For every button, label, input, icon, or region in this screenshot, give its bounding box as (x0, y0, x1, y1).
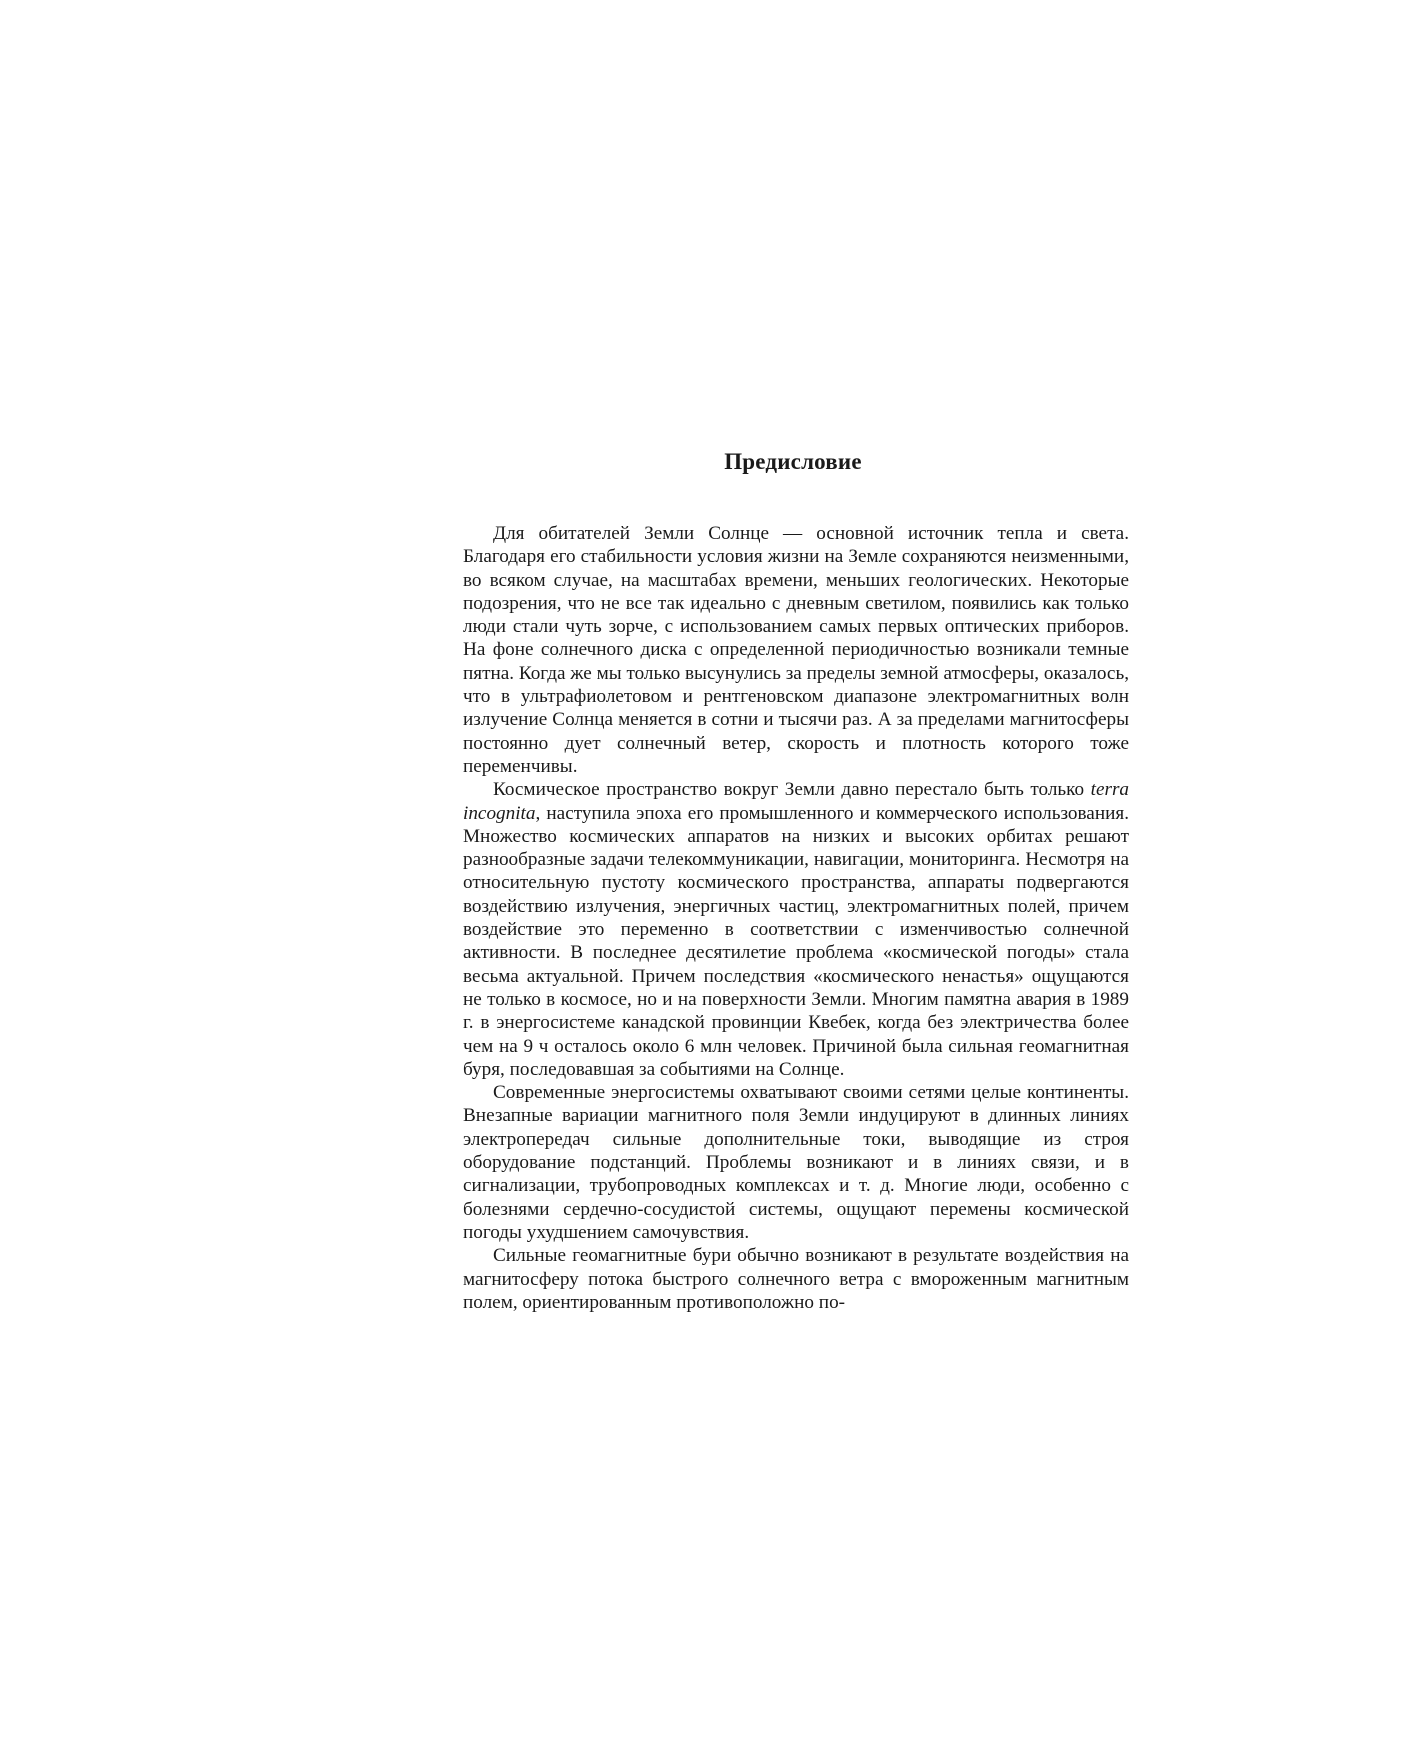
paragraph-2-italic-term: terra incognita (463, 779, 1129, 824)
paragraph-3-text: Современные энергосистемы охватывают своими сетями целые континенты. Внезапные вариации магнитного поля Земли индуцируют в длинных линиях электропередач сильные дополнительные токи, выводящие из строя оборудование подстанций. Проблемы возникают и в линиях связи, и в сигнализации, трубопроводных комплексах и т. д. Многие люди, особенно с болезнями сердечно-сосудистой системы, ощущают перемены космической погоды ухудшением самочувствия. (463, 1082, 1129, 1243)
paragraph-2-text-start: Космическое пространство вокруг Земли давно перестало быть только (493, 779, 1091, 801)
paragraph-1-text: Для обитателей Земли Солнце — основной источник тепла и света. Благодаря его стабильности условия жизни на Земле сохраняются неизменными, во всяком случае, на масштабах времени, меньших геологических. Некоторые подозрения, что не все так идеально с дневным светилом, появились как только люди стали чуть зорче, с использованием самых первых оптических приборов. На фоне солнечного диска с определенной периодичностью возникали темные пятна. Когда же мы только высунулись за пределы земной атмосферы, оказалось, что в ультрафиолетовом и рентгеновском диапазоне электромагнитных волн излучение Солнца меняется в сотни и тысячи раз. А за пределами магнитосферы постоянно дует солнечный ветер, скорость и плотность которого тоже переменчивы. (463, 523, 1129, 777)
paragraph-1 (463, 522, 1129, 778)
paragraph-2-text-end: , наступила эпоха его промышленного и коммерческого использования. Множество космических аппаратов на низких и высоких орбитах решают разнообразные задачи телекоммуникации, навигации, мониторинга. Несмотря на относительную пустоту космического пространства, аппараты подвергаются воздействию излучения, энергичных частиц, электромагнитных полей, причем воздействие это переменно в соответствии с изменчивостью солнечной активности. В последнее десятилетие проблема «космической погоды» стала весьма актуальной. Причем последствия «космического ненастья» ощущаются не только в космосе, но и на поверхности Земли. Многим памятна авария в 1989 г. в энергосистеме канадской провинции Квебек, когда без электричества более чем на 9 ч осталось около 6 млн человек. Причиной была сильная геомагнитная буря, последовавшая за событиями на Солнце. (463, 802, 1129, 1080)
paragraph-4 (463, 1244, 1129, 1314)
paragraph-2 (463, 778, 1129, 1081)
body-text (463, 522, 1129, 1314)
paragraph-4-text: Сильные геомагнитные бури обычно возникают в результате воздействия на магнитосферу потока быстрого солнечного ветра с вмороженным магнитным полем, ориентированным противоположно по- (463, 1245, 1129, 1313)
page-title: Предисловие (724, 449, 862, 474)
paragraph-3 (463, 1081, 1129, 1244)
